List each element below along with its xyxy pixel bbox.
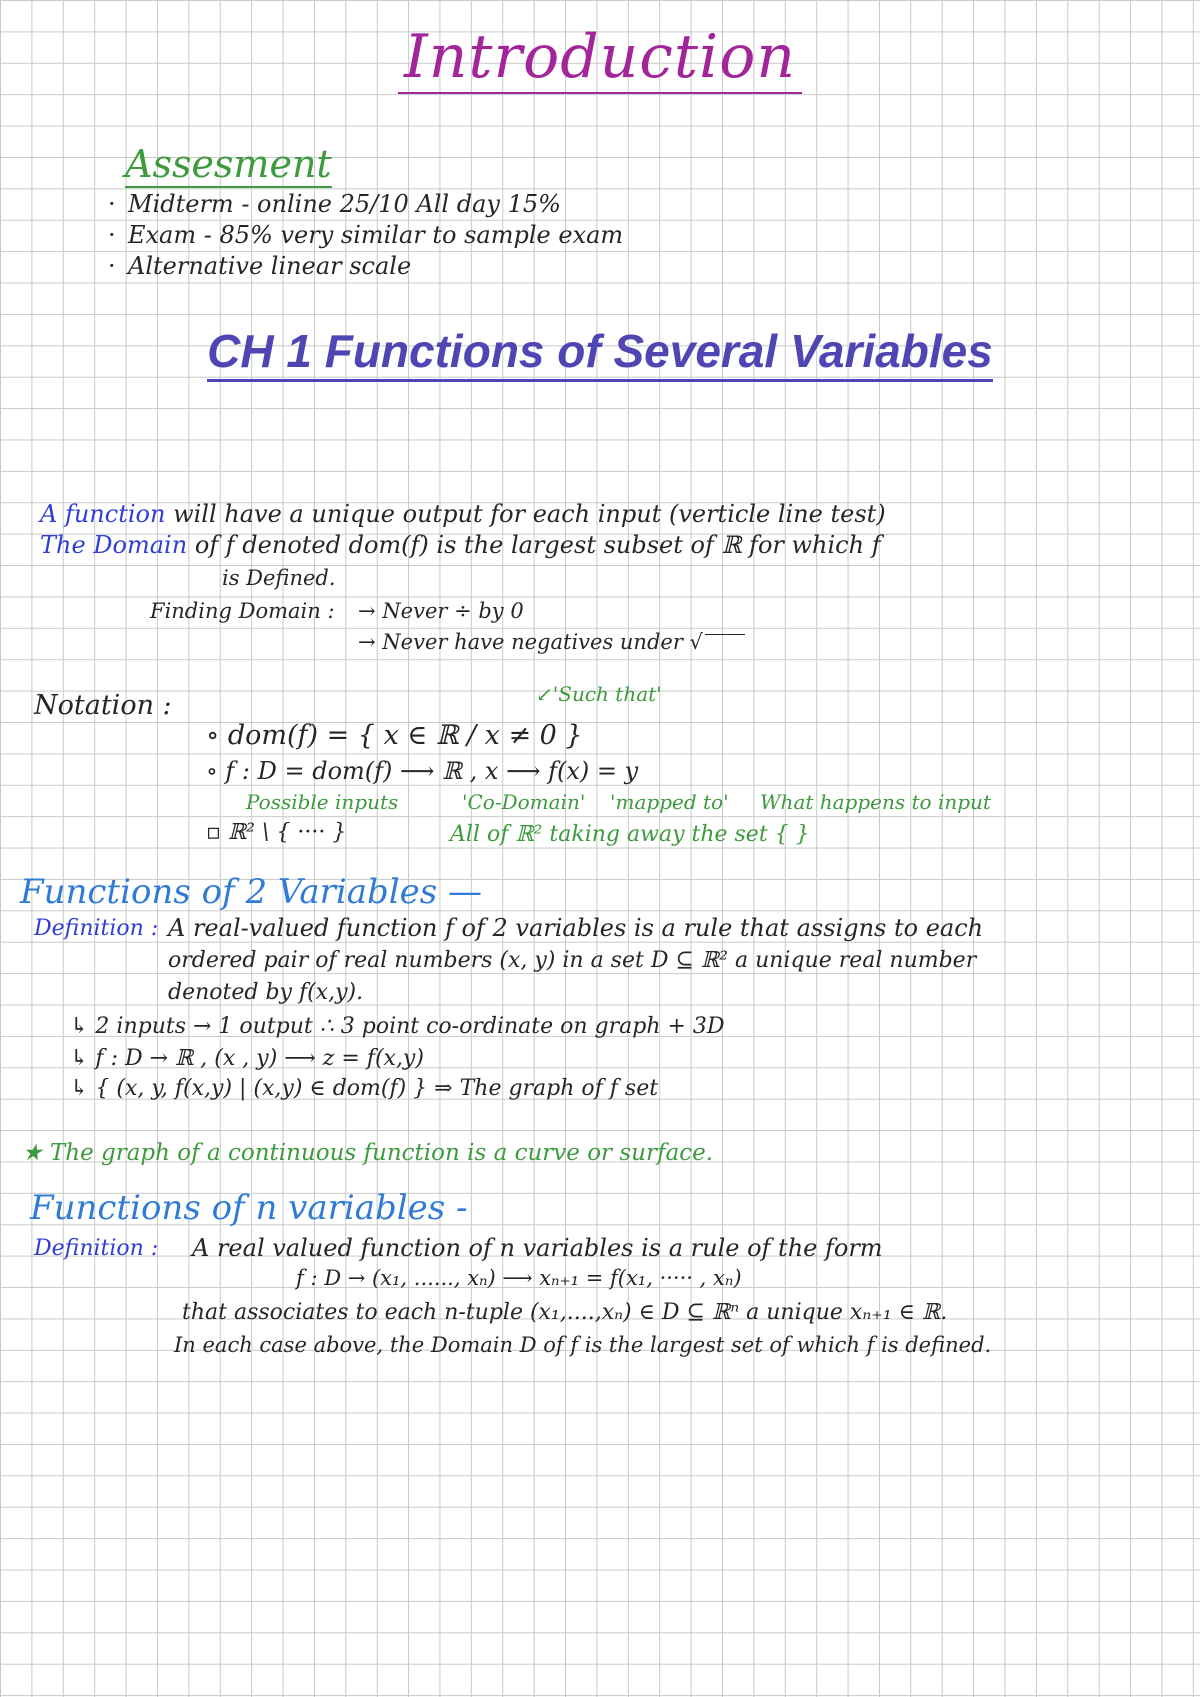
two-variables-definition-line-2: ordered pair of real numbers (x, y) in a set D ⊆ ℝ² a unique real number: [168, 948, 977, 973]
two-variables-point-3: ↳ { (x, y, f(x,y) | (x,y) ∈ dom(f) } ⇒ The graph of f set: [70, 1076, 659, 1101]
two-variables-point-2: ↳ f : D → ℝ , (x , y) ⟶ z = f(x,y): [70, 1046, 424, 1071]
n-variables-heading: Functions of n variables -: [30, 1188, 468, 1228]
bullet-icon: ·: [108, 190, 116, 218]
annotation-what-happens: What happens to input: [760, 790, 991, 814]
function-definition-line: A function will have a unique output for each input (verticle line test): [40, 500, 886, 528]
domain-definition-continuation: is Defined.: [222, 566, 336, 590]
bullet-icon: ·: [108, 252, 116, 280]
notation-mapping-line: ∘ f : D = dom(f) ⟶ ℝ , x ⟶ f(x) = y: [206, 757, 639, 785]
term-function: A function: [40, 500, 166, 528]
two-variables-heading: Functions of 2 Variables —: [20, 872, 483, 912]
notation-label: Notation :: [34, 690, 172, 721]
annotation-co-domain: 'Co-Domain': [462, 790, 586, 814]
n-variables-definition-line-3: that associates to each n-tuple (x₁,....,xₙ) ∈ D ⊆ ℝⁿ a unique xₙ₊₁ ∈ ℝ.: [182, 1300, 948, 1325]
intro-title: Introduction: [0, 22, 1200, 92]
bullet-icon: ·: [108, 221, 116, 249]
two-variables-definition-line-1: A real-valued function f of 2 variables is a rule that assigns to each: [168, 914, 984, 942]
root-bar-icon: [705, 634, 745, 645]
finding-domain-rule-1: → Never ÷ by 0: [358, 599, 524, 623]
notation-dom-line: ∘ dom(f) = { x ∈ ℝ / x ≠ 0 }: [206, 720, 583, 751]
such-that-note: ↙'Such that': [536, 682, 662, 706]
assessment-item-exam: · Exam - 85% very similar to sample exam: [108, 221, 624, 249]
notation-set-minus-line: ▫ ℝ² \ { ···· }: [206, 820, 347, 845]
assessment-item-scale: · Alternative linear scale: [108, 252, 412, 280]
two-variables-point-1: ↳ 2 inputs → 1 output ∴ 3 point co-ordinate on graph + 3D: [70, 1014, 725, 1039]
term-domain: The Domain: [40, 531, 188, 559]
finding-domain-rule-2: → Never have negatives under √: [358, 630, 745, 654]
finding-domain-label: Finding Domain :: [150, 599, 335, 623]
assessment-item-midterm: · Midterm - online 25/10 All day 15%: [108, 190, 561, 218]
n-variables-definition-line-4: In each case above, the Domain D of f is the largest set of which f is defined.: [174, 1333, 992, 1357]
annotation-mapped-to: 'mapped to': [610, 790, 729, 814]
n-variables-definition-line-1: A real valued function of n variables is a rule of the form: [192, 1234, 883, 1262]
assessment-heading: Assesment: [125, 142, 332, 186]
n-variables-definition-line-2: f : D → (x₁, ......, xₙ) ⟶ xₙ₊₁ = f(x₁, ····· , xₙ): [296, 1266, 742, 1290]
set-minus-note: All of ℝ² taking away the set { }: [450, 822, 810, 847]
n-variables-definition-label: Definition :: [34, 1236, 159, 1261]
annotation-possible-inputs: Possible inputs: [246, 790, 399, 814]
chapter-title: CH 1 Functions of Several Variables: [0, 324, 1200, 378]
continuous-graph-note: ★ The graph of a continuous function is a curve or surface.: [22, 1140, 713, 1166]
two-variables-definition-label: Definition :: [34, 916, 159, 941]
domain-definition-line: The Domain of f denoted dom(f) is the largest subset of ℝ for which f: [40, 531, 881, 559]
two-variables-definition-line-3: denoted by f(x,y).: [168, 980, 364, 1005]
